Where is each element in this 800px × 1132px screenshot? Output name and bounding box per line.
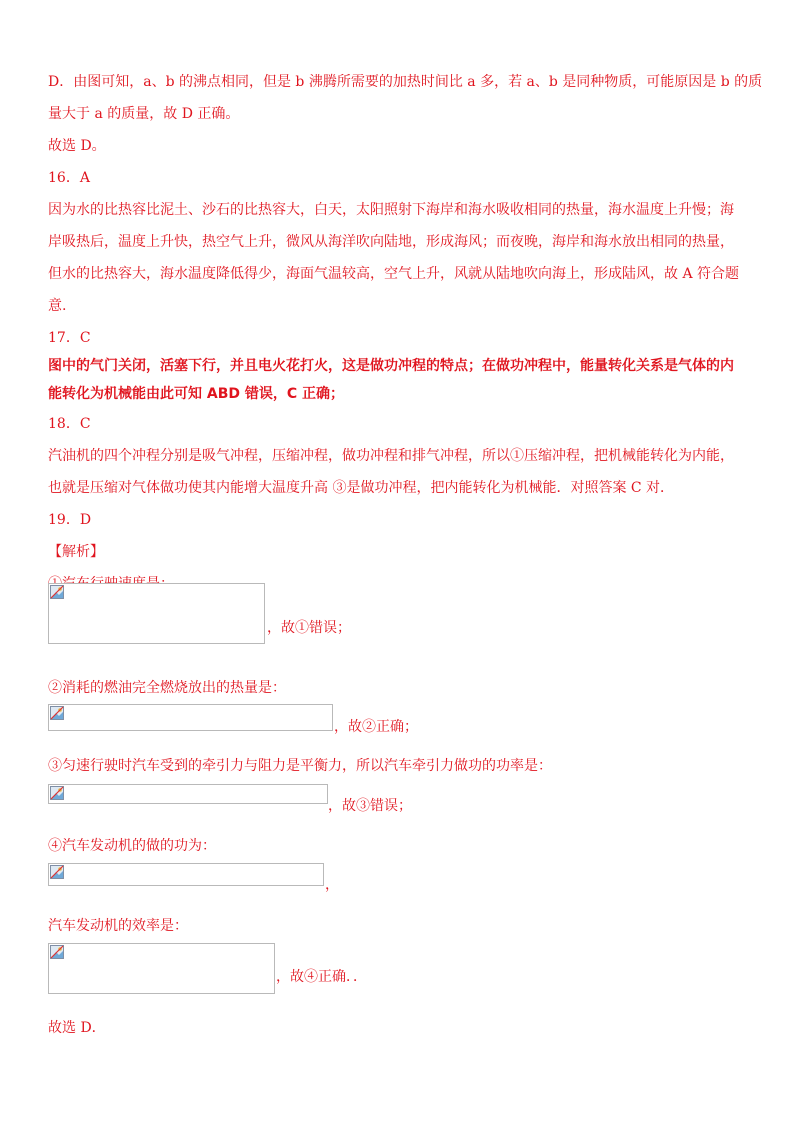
step-2-verdict: ，故②正确；	[334, 719, 418, 735]
answer-15d-line-1: D．由图可知，a、b 的沸点相同，但是 b 沸腾所需要的加热时间比 a 多，若 a、b 是同种物质，可能原因是 b 的质	[48, 74, 763, 90]
step-4-label: ④汽车发动机的做的功为：	[48, 838, 216, 854]
question-17-answer: 17．C	[48, 330, 91, 346]
broken-image-icon	[50, 706, 64, 720]
answer-16-line-1: 因为水的比热容比泥土、沙石的比热容大，白天，太阳照射下海岸和海水吸收相同的热量，海水温度上升慢；海	[48, 202, 734, 218]
answer-16-line-3: 但水的比热容大，海水温度降低得少，海面气温较高，空气上升，风就从陆地吹向海上，形成陆风，故 A 符合题	[48, 266, 740, 282]
answer-18-line-2: 也就是压缩对气体做功使其内能增大温度升高 ③是做功冲程，把内能转化为机械能．对照答案 C 对．	[48, 480, 675, 496]
question-19-answer: 19．D	[48, 512, 92, 528]
formula-image-2	[48, 704, 333, 731]
step-5-verdict: ，故④正确．．	[276, 969, 367, 985]
formula-image-3	[48, 784, 328, 804]
step-3-verdict: ，故③错误；	[328, 798, 412, 814]
answer-18-line-1: 汽油机的四个冲程分别是吸气冲程，压缩冲程，做功冲程和排气冲程，所以①压缩冲程，把机械能转化为内能，	[48, 448, 734, 464]
formula-image-5	[48, 943, 275, 994]
step-1-verdict: ，故①错误；	[267, 620, 351, 636]
step-2-label: ②消耗的燃油完全燃烧放出的热量是：	[48, 680, 286, 696]
answer-16-line-2: 岸吸热后，温度上升快，热空气上升，微风从海洋吹向陆地，形成海风；而夜晚，海岸和海水放出相同的热量，	[48, 234, 734, 250]
broken-image-icon	[50, 786, 64, 800]
step-4-verdict: ，	[325, 877, 339, 893]
step-5-label: 汽车发动机的效率是：	[48, 918, 188, 934]
question-18-answer: 18．C	[48, 416, 91, 432]
broken-image-icon	[50, 585, 64, 599]
analysis-heading: 【解析】	[48, 544, 104, 560]
formula-image-1	[48, 583, 265, 644]
answer-17-line-2: 能转化为机械能由此可知 ABD 错误，C 正确；	[48, 386, 345, 402]
broken-image-icon	[50, 945, 64, 959]
formula-image-4	[48, 863, 324, 886]
answer-16-line-4: 意.	[48, 298, 67, 314]
answer-15-conclusion: 故选 D。	[48, 138, 106, 154]
broken-image-icon	[50, 865, 64, 879]
answer-17-line-1: 图中的气门关闭，活塞下行，并且电火花打火，这是做功冲程的特点；在做功冲程中，能量转化关系是气体的内	[48, 358, 734, 374]
answer-15d-line-2: 量大于 a 的质量，故 D 正确。	[48, 106, 240, 122]
answer-19-conclusion: 故选 D．	[48, 1020, 106, 1036]
question-16-answer: 16．A	[48, 170, 90, 186]
step-3-label: ③匀速行驶时汽车受到的牵引力与阻力是平衡力，所以汽车牵引力做功的功率是：	[48, 758, 552, 774]
